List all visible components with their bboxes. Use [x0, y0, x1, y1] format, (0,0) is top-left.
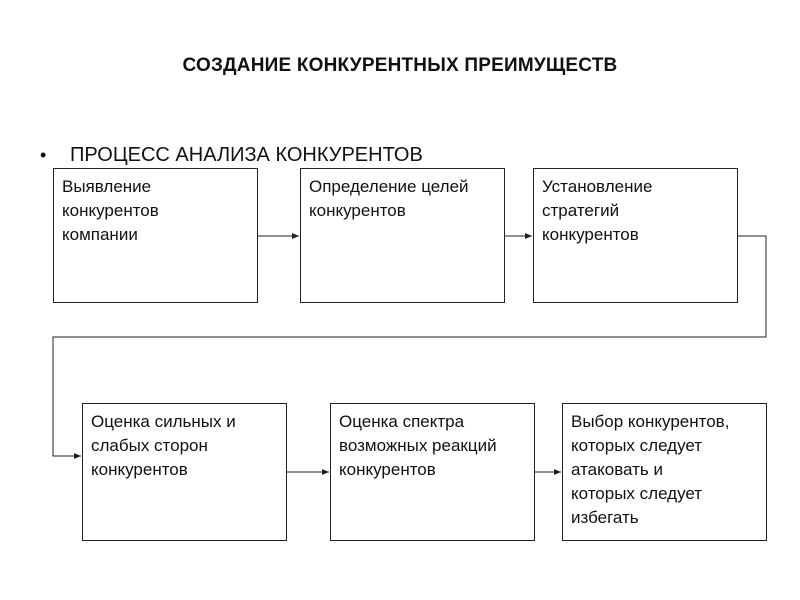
step-identify-competitors: Выявление конкурентов компании [53, 168, 258, 303]
step-establish-competitor-strategies: Установление стратегий конкурентов [533, 168, 738, 303]
diagram-title: СОЗДАНИЕ КОНКУРЕНТНЫХ ПРЕИМУЩЕСТВ [182, 55, 618, 76]
step-define-competitor-goals: Определение целей конкурентов [300, 168, 505, 303]
step-select-competitors: Выбор конкурентов, которых следует атаковать и которых следует избегать [562, 403, 767, 541]
step-assess-strengths-weaknesses: Оценка сильных и слабых сторон конкурентов [82, 403, 287, 541]
subtitle: ПРОЦЕСС АНАЛИЗА КОНКУРЕНТОВ [70, 144, 423, 166]
bullet-icon: • [40, 145, 47, 165]
step-assess-reaction-range: Оценка спектра возможных реакций конкурентов [330, 403, 535, 541]
